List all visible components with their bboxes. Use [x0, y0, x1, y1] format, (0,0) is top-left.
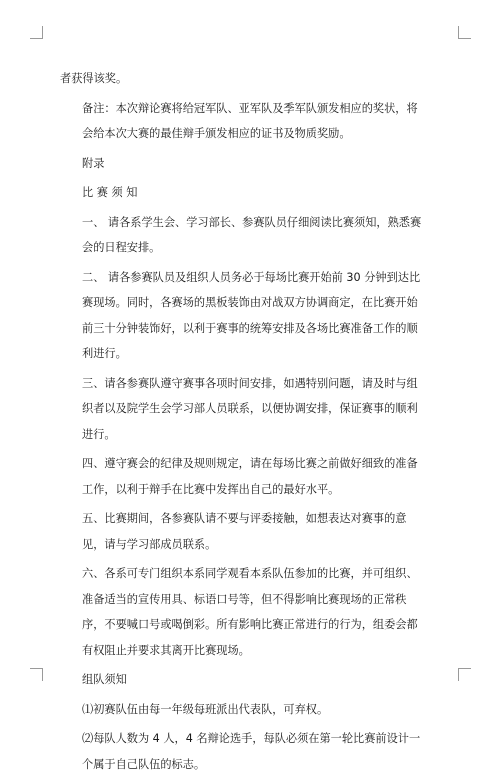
paragraph-appendix-heading: 附录: [82, 156, 105, 170]
paragraph-rule-5: 五、比赛期间，各参赛队请不要与评委接触，如想表达对赛事的意见，请与学习部成员联系。: [82, 512, 407, 551]
paragraph-rule-2: 二、 请各参赛队员及组织人员务必于每场比赛开始前 30 分钟到达比赛现场。同时，各赛场的黑板装饰由对战双方协调商定，在比赛开始前三十分钟装饰好，以利于赛事的统筹安排及各场比赛准备工作的顺利进行。: [82, 270, 421, 360]
paragraph-award-continuation: 者获得该奖。: [60, 72, 128, 85]
document-body: [60, 66, 422, 781]
paragraph-rule-6: 六、各系可专门组织本系同学观看本系队伍参加的比赛，并可组织、准备适当的宣传用具、标语口号等，但不得影响比赛现场的正常秩序，不要喊口号或喝倒彩。所有影响比赛正常进行的行为，组委会都有权阻止并要求其离开比赛现场。: [82, 567, 418, 657]
paragraph-team-heading: 组队须知: [82, 673, 127, 686]
paragraph-rule-1: 一、 请各系学生会、学习部长、参赛队员仔细阅读比赛须知，熟悉赛会的日程安排。: [82, 215, 422, 254]
paragraph-team-rule-2: ⑵每队人数为 4 人，4 名辩论选手，每队必须在第一轮比赛前设计一个属于自己队伍的标志。: [82, 732, 421, 771]
paragraph-team-rule-1: ⑴初赛队伍由每一年级每班派出代表队，可弃权。: [82, 702, 329, 716]
crop-mark-bottom-right: [458, 668, 471, 681]
crop-mark-bottom-left: [30, 668, 43, 681]
paragraph-rule-3: 三、请各参赛队遵守赛事各项时间安排，如遇特别问题，请及时与组织者以及院学生会学习部人员联系，以便协调安排，保证赛事的顺利进行。: [82, 376, 418, 441]
crop-mark-top-right: [458, 26, 471, 39]
paragraph-rule-4: 四、遵守赛会的纪律及规则规定，请在每场比赛之前做好细致的准备工作，以利于辩手在比赛中发挥出自己的最好水平。: [82, 457, 418, 496]
paragraph-rules-heading: 比 赛 须 知: [82, 186, 138, 199]
crop-mark-top-left: [30, 26, 43, 39]
paragraph-remark: 备注：本次辩论赛将给冠军队、亚军队及季军队颁发相应的奖状，将会给本次大赛的最佳辩手颁发相应的证书及物质奖励。: [82, 101, 418, 140]
